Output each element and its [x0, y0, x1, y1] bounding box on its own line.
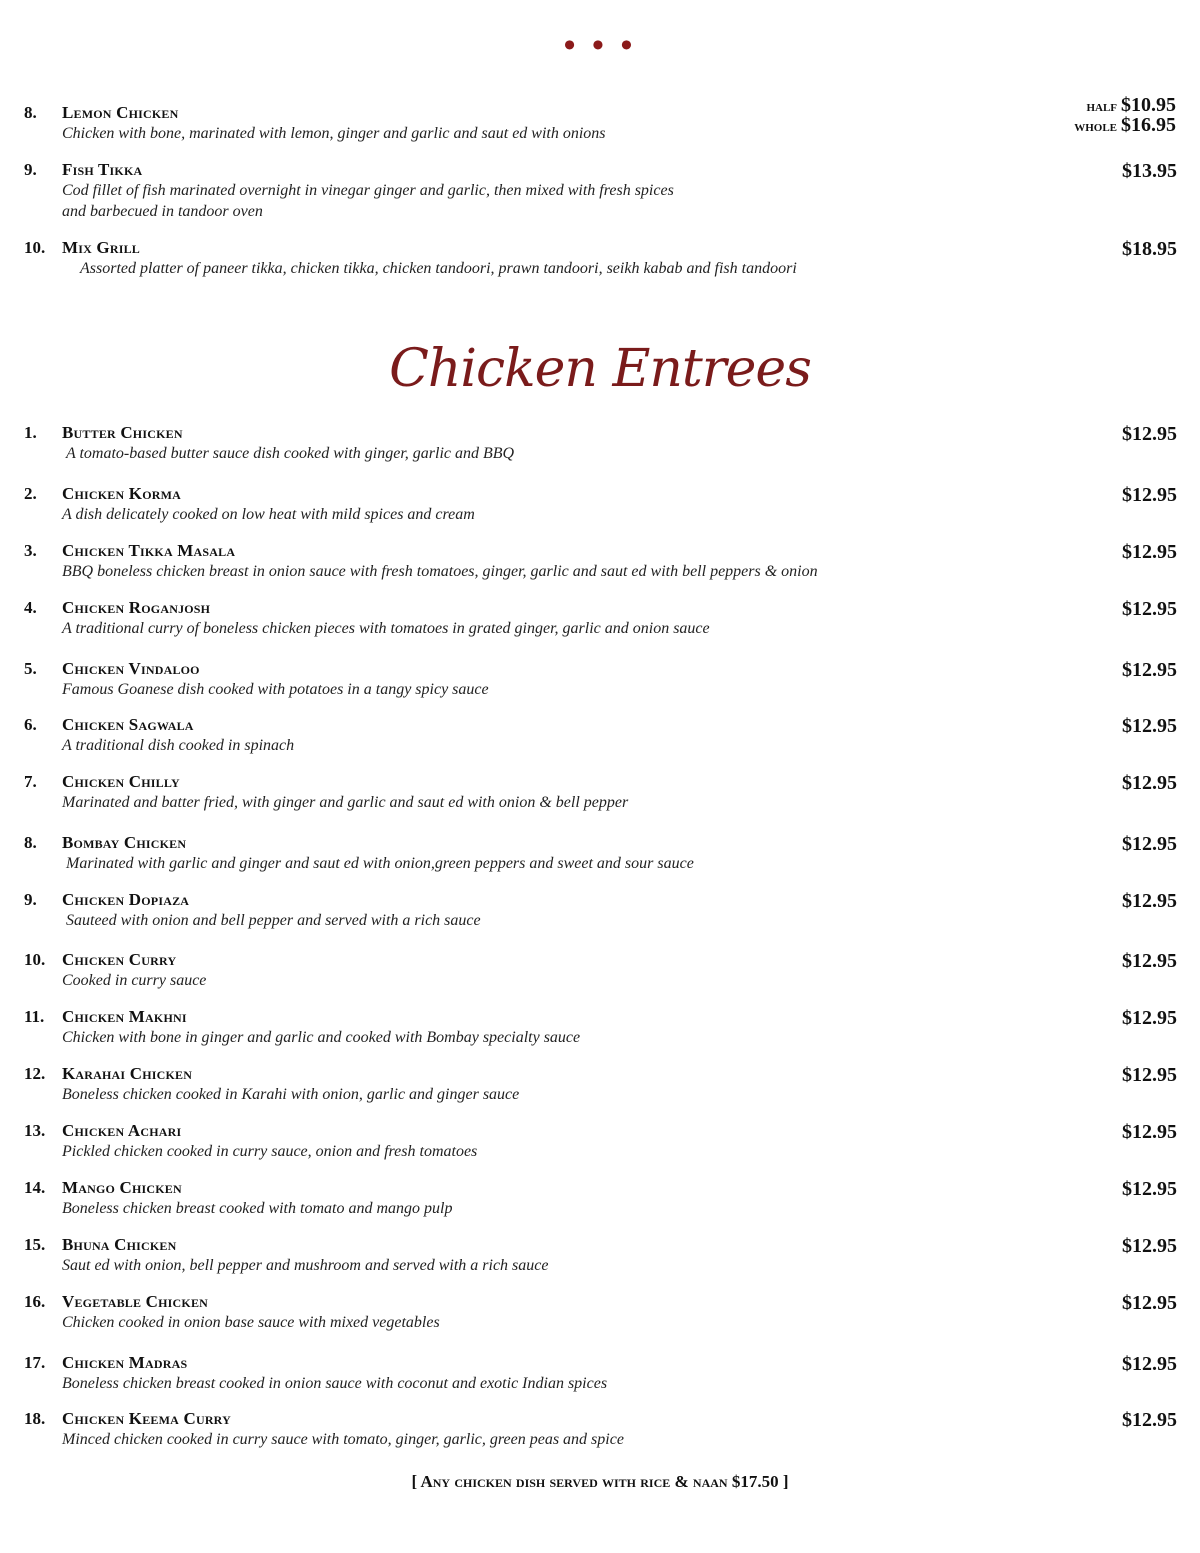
item-number: 9. — [24, 160, 37, 179]
item-description: BBQ boneless chicken breast in onion sauce with fresh tomatoes, ginger, garlic and saut ed with bell peppers & onion — [62, 563, 818, 580]
item-price: $12.95 — [1122, 1235, 1177, 1257]
item-price: $12.95 — [1122, 541, 1177, 563]
item-number: 6. — [24, 715, 37, 734]
item-description: A traditional dish cooked in spinach — [62, 737, 295, 754]
item-name: Chicken Keema Curry — [62, 1409, 231, 1428]
item-name: Chicken Vindaloo — [62, 659, 200, 678]
item-number: 14. — [24, 1178, 46, 1197]
item-number: 3. — [24, 541, 37, 560]
item-number: 5. — [24, 659, 37, 678]
item-number: 13. — [24, 1121, 46, 1140]
item-name: Chicken Achari — [62, 1121, 182, 1140]
item-price: $12.95 — [1122, 484, 1177, 506]
item-description: A traditional curry of boneless chicken pieces with tomatoes in grated ginger, garlic and onion sauce — [62, 620, 710, 637]
item-description: Boneless chicken breast cooked in onion sauce with coconut and exotic Indian spices — [62, 1375, 608, 1392]
item-price: $12.95 — [1122, 950, 1177, 972]
item-description: Sauteed with onion and bell pepper and served with a rich sauce — [66, 912, 481, 929]
item-name: Bhuna Chicken — [62, 1235, 177, 1254]
ornament-dots: • • • — [563, 27, 637, 64]
item-price: $13.95 — [1122, 160, 1177, 182]
item-name: Chicken Tikka Masala — [62, 541, 236, 560]
item-number: 17. — [24, 1353, 46, 1372]
whole-price-line — [1074, 116, 1176, 136]
item-price: $12.95 — [1122, 598, 1177, 620]
item-description: Chicken cooked in onion base sauce with mixed vegetables — [62, 1314, 440, 1331]
item-price: $18.95 — [1122, 238, 1177, 260]
half-price: $10.95 — [1121, 94, 1176, 116]
item-number: 12. — [24, 1064, 46, 1083]
item-price: $12.95 — [1122, 1353, 1177, 1375]
item-description: Boneless chicken cooked in Karahi with onion, garlic and ginger sauce — [62, 1086, 520, 1103]
item-description: Chicken with bone, marinated with lemon, ginger and garlic and saut ed with onions — [62, 125, 606, 142]
item-price: $12.95 — [1122, 1409, 1177, 1431]
half-label: half — [1086, 99, 1117, 115]
half-price-line — [1074, 96, 1176, 116]
item-price: $12.95 — [1122, 833, 1177, 855]
item-name: Fish Tikka — [62, 160, 143, 179]
footer-note: [ Any chicken dish served with rice & naan $17.50 ] — [411, 1472, 789, 1491]
item-price: $12.95 — [1122, 1178, 1177, 1200]
item-price: $12.95 — [1122, 423, 1177, 445]
item-description: Minced chicken cooked in curry sauce with tomato, ginger, garlic, green peas and spice — [62, 1431, 624, 1448]
item-description: Famous Goanese dish cooked with potatoes in a tangy spicy sauce — [62, 681, 489, 698]
item-name: Chicken Curry — [62, 950, 177, 969]
item-price: $12.95 — [1122, 1064, 1177, 1086]
item-name: Chicken Madras — [62, 1353, 188, 1372]
item-name: Mix Grill — [62, 238, 140, 257]
item-name: Vegetable Chicken — [62, 1292, 209, 1311]
section-title: Chicken Entrees — [389, 339, 811, 399]
item-number: 1. — [24, 423, 37, 442]
item-description: Saut ed with onion, bell pepper and mushroom and served with a rich sauce — [62, 1257, 549, 1274]
item-description: Boneless chicken breast cooked with tomato and mango pulp — [62, 1200, 453, 1217]
item-name: Karahai Chicken — [62, 1064, 193, 1083]
item-number: 4. — [24, 598, 37, 617]
whole-label: whole — [1074, 119, 1117, 135]
item-number: 8. — [24, 833, 37, 852]
item-number: 18. — [24, 1409, 46, 1428]
item-price: $12.95 — [1122, 659, 1177, 681]
item-price: $12.95 — [1122, 890, 1177, 912]
item-number: 7. — [24, 772, 37, 791]
item-price: $12.95 — [1122, 715, 1177, 737]
item-name: Chicken Chilly — [62, 772, 180, 791]
item-price: $12.95 — [1122, 1292, 1177, 1314]
item-number: 9. — [24, 890, 37, 909]
item-number: 10. — [24, 238, 46, 257]
item-description: Assorted platter of paneer tikka, chicken tikka, chicken tandoori, prawn tandoori, seikh kabab and fish tandoori — [80, 260, 797, 277]
whole-price: $16.95 — [1121, 114, 1176, 136]
item-description-line-2: and barbecued in tandoor oven — [62, 203, 263, 220]
item-name: Lemon Chicken — [62, 103, 179, 122]
item-description: Cooked in curry sauce — [62, 972, 207, 989]
item-description-line-1: Cod fillet of fish marinated overnight in vinegar ginger and garlic, then mixed with fresh spices — [62, 182, 674, 199]
item-name: Chicken Makhni — [62, 1007, 187, 1026]
item-name: Mango Chicken — [62, 1178, 182, 1197]
item-number: 2. — [24, 484, 37, 503]
item-name: Bombay Chicken — [62, 833, 187, 852]
item-number: 16. — [24, 1292, 46, 1311]
item-price: $12.95 — [1122, 1121, 1177, 1143]
item-description: Marinated with garlic and ginger and saut ed with onion,green peppers and sweet and sour sauce — [66, 855, 694, 872]
item-description: Chicken with bone in ginger and garlic and cooked with Bombay specialty sauce — [62, 1029, 581, 1046]
item-description: A dish delicately cooked on low heat with mild spices and cream — [62, 506, 475, 523]
item-name: Chicken Korma — [62, 484, 182, 503]
item-number: 8. — [24, 103, 37, 122]
item-description: Marinated and batter fried, with ginger and garlic and saut ed with onion & bell pepper — [62, 794, 629, 811]
half-whole-prices — [1074, 96, 1176, 136]
item-description: A tomato-based butter sauce dish cooked with ginger, garlic and BBQ — [66, 445, 515, 462]
item-price: $12.95 — [1122, 1007, 1177, 1029]
item-name: Chicken Roganjosh — [62, 598, 211, 617]
item-price: $12.95 — [1122, 772, 1177, 794]
item-number: 11. — [24, 1007, 45, 1026]
item-description: Pickled chicken cooked in curry sauce, onion and fresh tomatoes — [62, 1143, 478, 1160]
item-number: 10. — [24, 950, 46, 969]
item-name: Butter Chicken — [62, 423, 183, 442]
item-name: Chicken Sagwala — [62, 715, 194, 734]
item-number: 15. — [24, 1235, 46, 1254]
item-name: Chicken Dopiaza — [62, 890, 190, 909]
